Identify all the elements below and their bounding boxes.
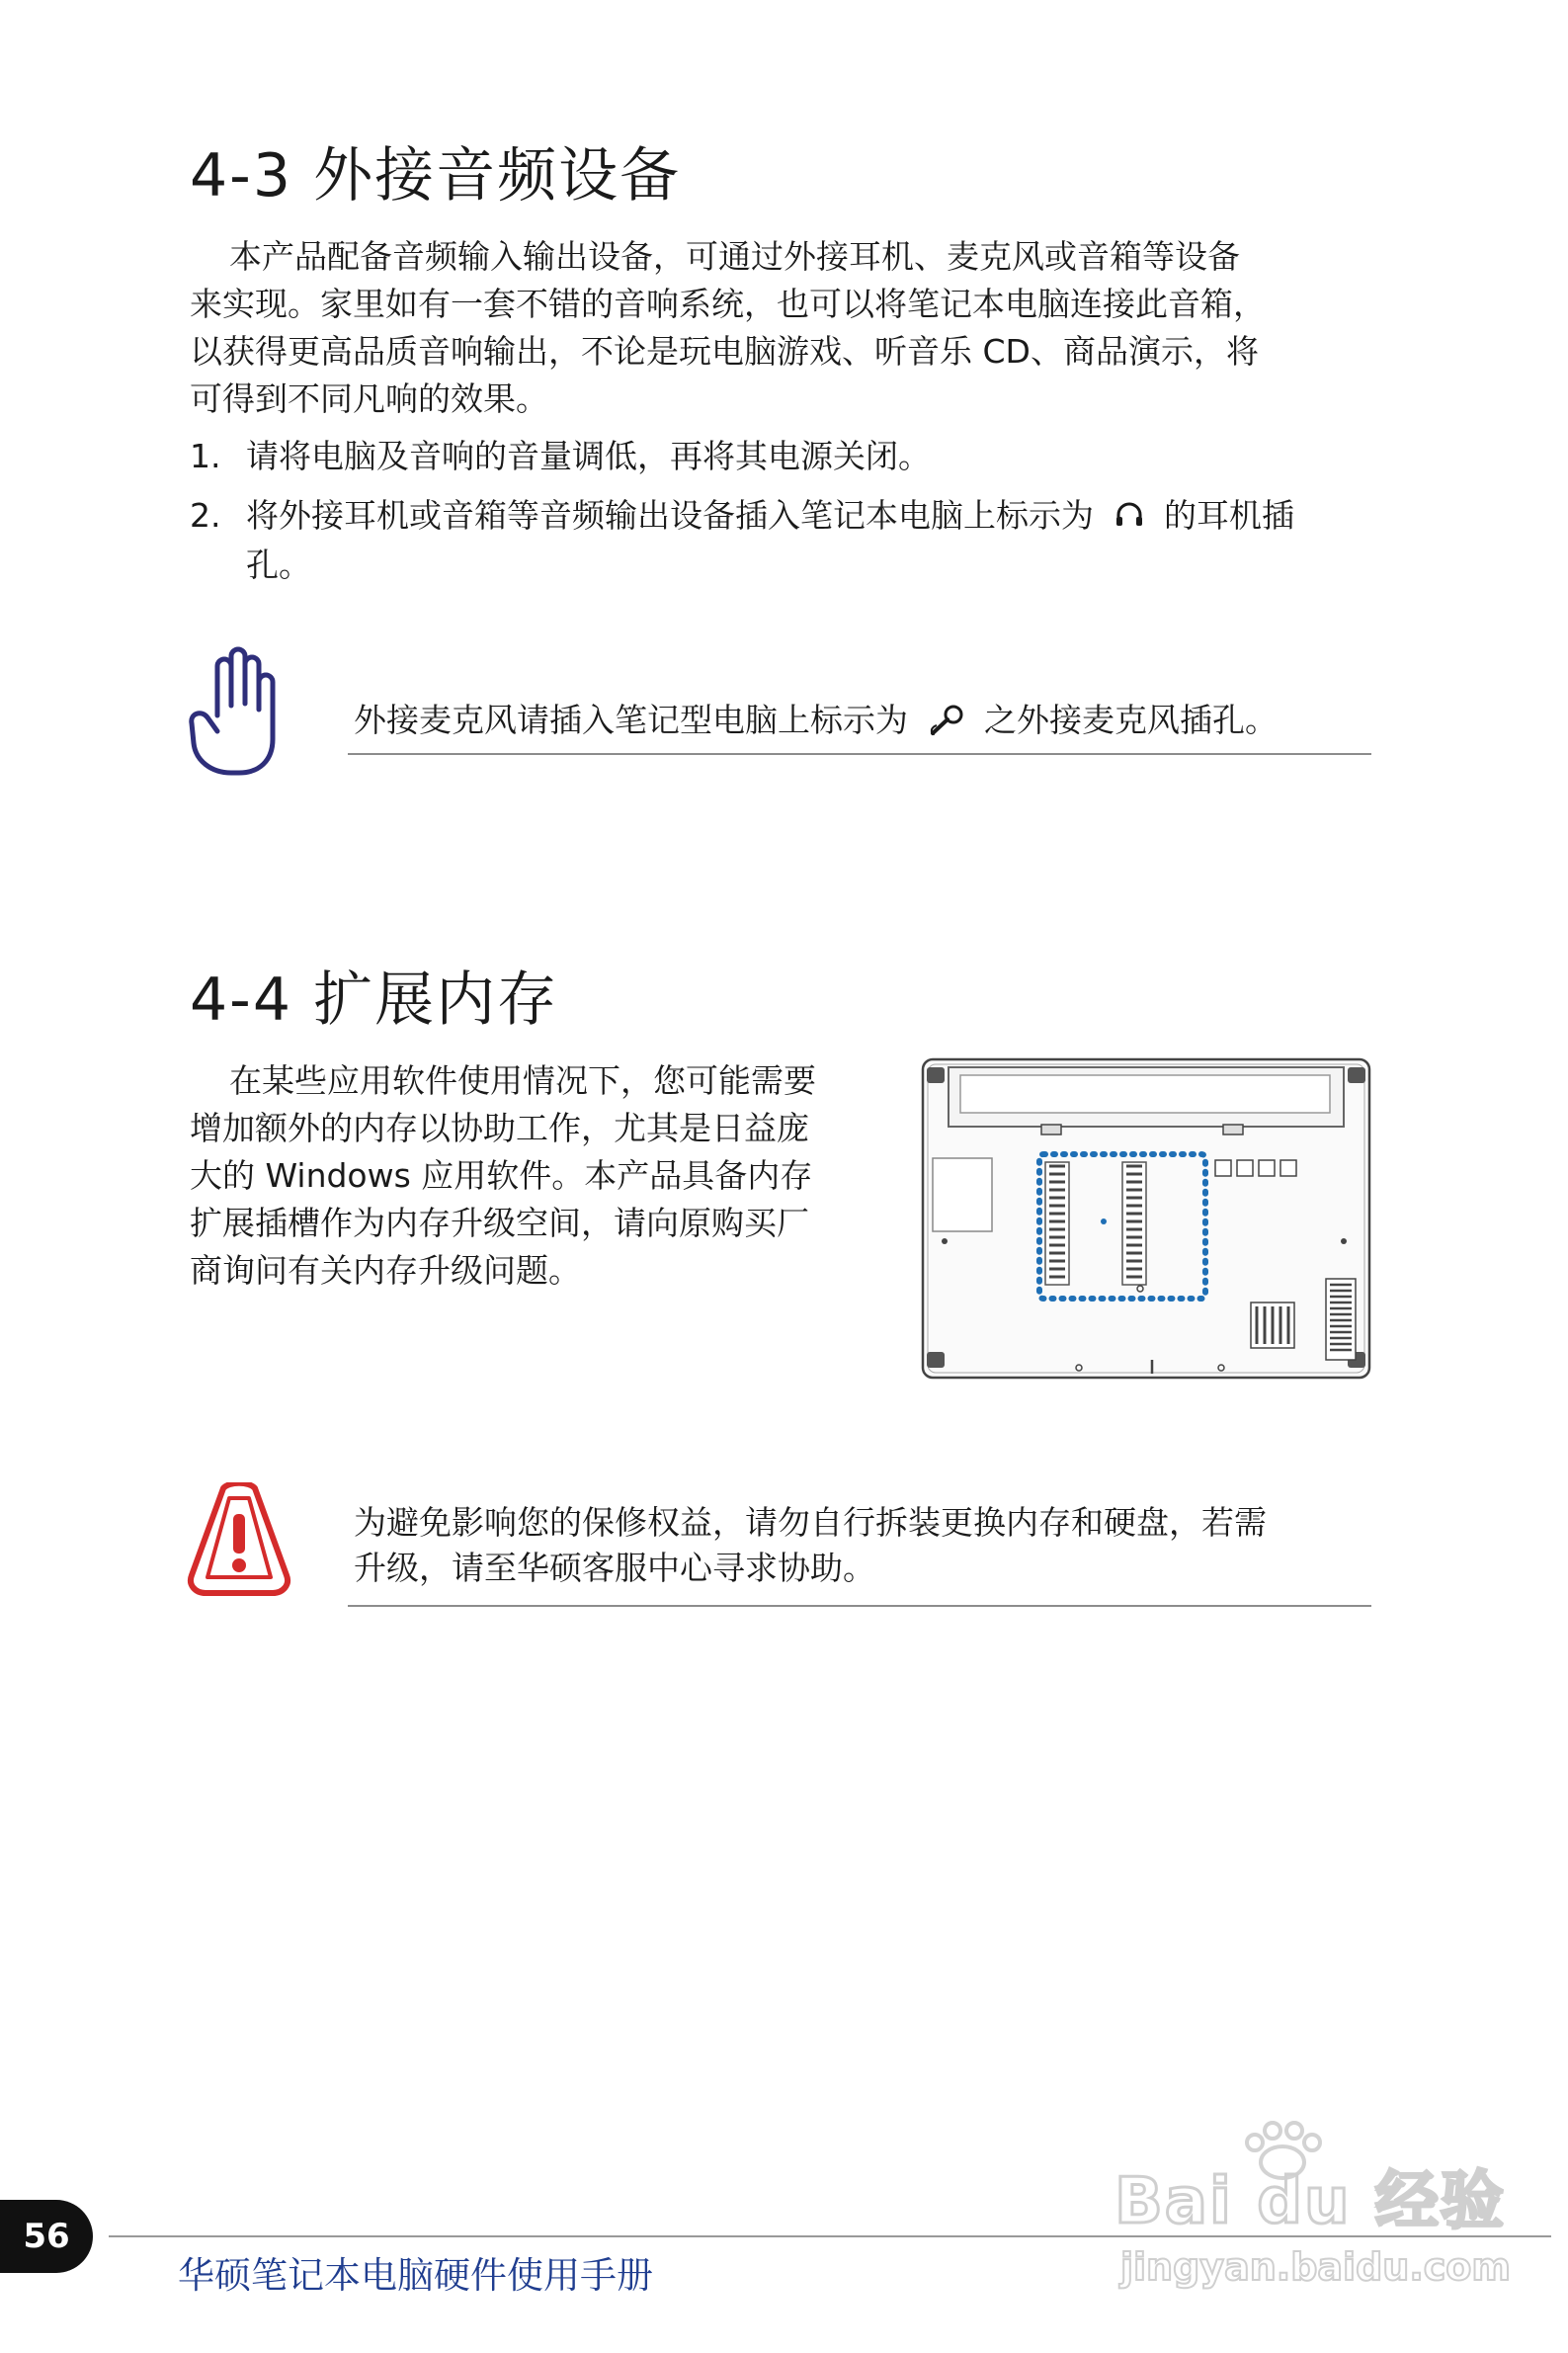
watermark-logo-text: Bai du 经验: [1114, 2165, 1506, 2238]
hand-stop-icon: [188, 644, 283, 777]
section-title-memory: 4-4 扩展内存: [190, 966, 559, 1035]
step-number: 1.: [190, 437, 221, 475]
watermark-url: jingyan.baidu.com: [1120, 2245, 1511, 2289]
step-1: [190, 433, 1375, 482]
note-text-after: 之外接麦克风插孔。: [984, 701, 1278, 739]
paragraph-line: 增加额外的内存以协助工作，尤其是日益庞: [190, 1109, 809, 1147]
step-text-after-icon: 的耳机插: [1164, 496, 1294, 535]
step-text: 请将电脑及音响的音量调低，再将其电源关闭。: [246, 437, 931, 475]
paragraph-line: 来实现。家里如有一套不错的音响系统，也可以将笔记本电脑连接此音箱，: [190, 285, 1266, 323]
section-title-audio: 4-3 外接音频设备: [190, 141, 682, 210]
step-number: 2.: [190, 496, 221, 535]
audio-paragraph: [190, 233, 1375, 423]
paragraph-line: 扩展插槽作为内存升级空间，请向原购买厂: [190, 1204, 809, 1242]
note-text: [354, 698, 1362, 743]
microphone-icon: [927, 704, 966, 737]
warning-icon: [184, 1482, 294, 1597]
step-text-line: [246, 492, 1294, 540]
watermark-logo: [1114, 2121, 1506, 2238]
note-divider: [348, 753, 1371, 755]
warning-line: 为避免影响您的保修权益，请勿自行拆装更换内存和硬盘，若需: [354, 1503, 1267, 1542]
footer-title: 华硕笔记本电脑硬件使用手册: [178, 2254, 653, 2297]
page-number: 56: [0, 2200, 93, 2273]
warning-text: [354, 1500, 1381, 1591]
step-text: 将外接耳机或音箱等音频输出设备插入笔记本电脑上标示为: [246, 496, 1094, 535]
note-text-before: 外接麦克风请插入笔记型电脑上标示为: [354, 701, 908, 739]
paragraph-line: 商询问有关内存升级问题。: [190, 1251, 581, 1290]
memory-paragraph: [190, 1057, 881, 1295]
laptop-bottom-diagram: [919, 1055, 1373, 1382]
paragraph-line: 可得到不同凡响的效果。: [190, 379, 548, 418]
paragraph-line: 大的 Windows 应用软件。本产品具备内存: [190, 1156, 813, 1195]
paragraph-line: 本产品配备音频输入输出设备，可通过外接耳机、麦克风或音箱等设备: [229, 237, 1240, 276]
step-text-continuation: 孔。: [246, 546, 311, 584]
paragraph-line: 在某些应用软件使用情况下，您可能需要: [229, 1061, 816, 1100]
paragraph-line: 以获得更高品质音响输出，不论是玩电脑游戏、听音乐 CD、商品演示，将: [190, 332, 1259, 371]
headphone-icon: [1114, 495, 1144, 525]
warning-divider: [348, 1605, 1371, 1607]
warning-line: 升级，请至华硕客服中心寻求协助。: [354, 1549, 875, 1587]
step-2: [190, 492, 1375, 591]
